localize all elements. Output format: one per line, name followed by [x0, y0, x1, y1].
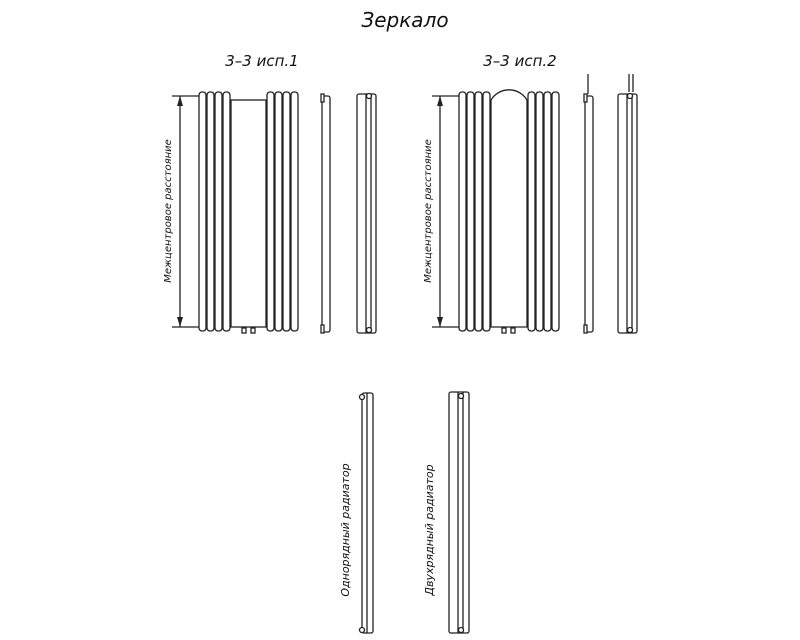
double-row-label: Двухрядный радиатор [423, 464, 436, 596]
drawing-title: Зеркало [361, 8, 449, 32]
variant2-dimension-label: Межцентровое расстояние [423, 139, 434, 283]
variant2-label: 3–3 исп.2 [483, 52, 557, 70]
single-row-label: Однорядный радиатор [339, 463, 352, 597]
variant1-dimension [163, 96, 200, 327]
single-row-radiator-profile [360, 393, 374, 633]
variant2-dimension [423, 96, 460, 327]
variant1-label: 3–3 исп.1 [225, 52, 299, 70]
variant2-arched-mirror-panel [491, 90, 527, 327]
variant1-front-view [199, 92, 298, 333]
variant2-side-view-double [618, 74, 637, 333]
variant1-dimension-label: Межцентровое расстояние [163, 139, 174, 283]
variant2-front-view [459, 90, 559, 333]
variant1-side-view-single [321, 94, 330, 333]
variant1-mirror-panel [231, 100, 266, 327]
double-row-radiator-profile [449, 392, 469, 633]
variant1-side-view-double [357, 94, 376, 334]
variant2-side-view-single [584, 74, 593, 333]
